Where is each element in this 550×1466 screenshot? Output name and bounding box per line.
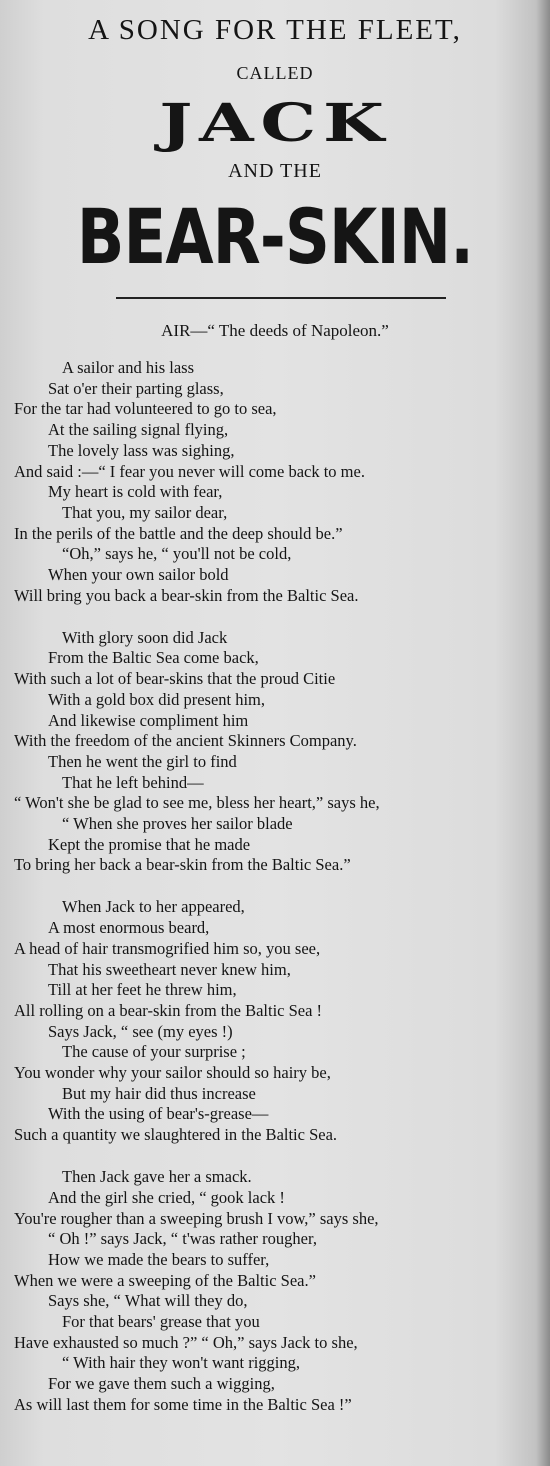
verse-line: Sat o'er their parting glass, (48, 378, 224, 398)
title-line-3: JACK (159, 93, 391, 154)
verse-line: In the perils of the battle and the deep should be.” (14, 523, 343, 543)
verse-line: The cause of your surprise ; (62, 1042, 246, 1062)
verse-line: Have exhausted so much ?” “ Oh,” says Jack to she, (14, 1332, 358, 1352)
verse-line: Such a quantity we slaughtered in the Baltic Sea. (14, 1125, 338, 1145)
verse-line: “ When she proves her sailor blade (62, 814, 293, 833)
verse-line: With glory soon did Jack (62, 627, 228, 647)
verse-line: That his sweetheart never knew him, (48, 959, 291, 979)
verse-line: That he left behind— (62, 772, 204, 792)
verse-line: “ With hair they won't want rigging, (62, 1353, 301, 1373)
verse-line: Says Jack, “ see (my eyes !) (48, 1021, 233, 1041)
verse-line: “Oh,” says he, “ you'll not be cold, (62, 544, 292, 564)
verse-line: With the using of bear's-grease— (48, 1104, 269, 1124)
verse-line: Then Jack gave her a smack. (62, 1167, 252, 1187)
title-line-4: AND THE (228, 160, 322, 182)
verse-line: And likewise compliment him (48, 710, 249, 730)
verse-line: For that bears' grease that you (62, 1312, 260, 1331)
verse-line: “ Oh !” says Jack, “ t'was rather rougher, (48, 1229, 317, 1249)
verse-line: That you, my sailor dear, (62, 502, 228, 522)
verse-line: A sailor and his lass (62, 358, 194, 377)
title-line-5: BEAR-SKIN. (76, 192, 474, 281)
verse-line: For the tar had volunteered to go to sea, (14, 399, 277, 419)
verse-line: At the sailing signal flying, (48, 420, 229, 440)
verse-line: The lovely lass was sighing, (48, 440, 235, 460)
verse-line: For we gave them such a wigging, (48, 1374, 275, 1394)
verse-line: All rolling on a bear-skin from the Baltic Sea ! (14, 1000, 323, 1020)
verse-line: “ Won't she be glad to see me, bless her heart,” says he, (14, 793, 380, 813)
verse-line: With a gold box did present him, (48, 689, 266, 709)
verse-line: How we made the bears to suffer, (48, 1249, 270, 1269)
verse-line: My heart is cold with fear, (48, 482, 223, 502)
verse-line: Then he went the girl to find (48, 751, 237, 771)
verse-line: With such a lot of bear-skins that the proud Citie (14, 669, 336, 689)
paper-edge-shadow (536, 0, 550, 1466)
verse-line: When Jack to her appeared, (62, 897, 245, 917)
verse-line: When your own sailor bold (48, 565, 229, 584)
air-line: AIR—“ The deeds of Napoleon.” (161, 321, 389, 340)
verse-line: When we were a sweeping of the Baltic Sea.” (14, 1270, 316, 1290)
verse-line: Kept the promise that he made (48, 834, 251, 854)
verse-line: With the freedom of the ancient Skinners Company. (14, 731, 357, 751)
verse-line: You're rougher than a sweeping brush I vow,” says she, (14, 1208, 379, 1228)
title-line-2: CALLED (236, 63, 314, 83)
verse-line: Till at her feet he threw him, (48, 980, 237, 1000)
verse-line: Will bring you back a bear-skin from the Baltic Sea. (14, 585, 359, 605)
verse-line: To bring her back a bear-skin from the Baltic Sea.” (14, 855, 351, 875)
verse-line: As will last them for some time in the Baltic Sea !” (14, 1394, 352, 1414)
verse-line: You wonder why your sailor should so hairy be, (14, 1063, 331, 1082)
verse-line: A most enormous beard, (48, 918, 210, 938)
verse-line: Says she, “ What will they do, (48, 1291, 248, 1311)
verse-line: But my hair did thus increase (62, 1083, 256, 1103)
verse-line: And the girl she cried, “ gook lack ! (48, 1187, 285, 1207)
title-rule (116, 297, 446, 299)
verse-line: From the Baltic Sea come back, (48, 648, 259, 668)
title-line-1: A SONG FOR THE FLEET, (88, 14, 462, 46)
verse-line: A head of hair transmogrified him so, you see, (14, 938, 321, 958)
verse-line: And said :—“ I fear you never will come back to me. (14, 461, 365, 481)
